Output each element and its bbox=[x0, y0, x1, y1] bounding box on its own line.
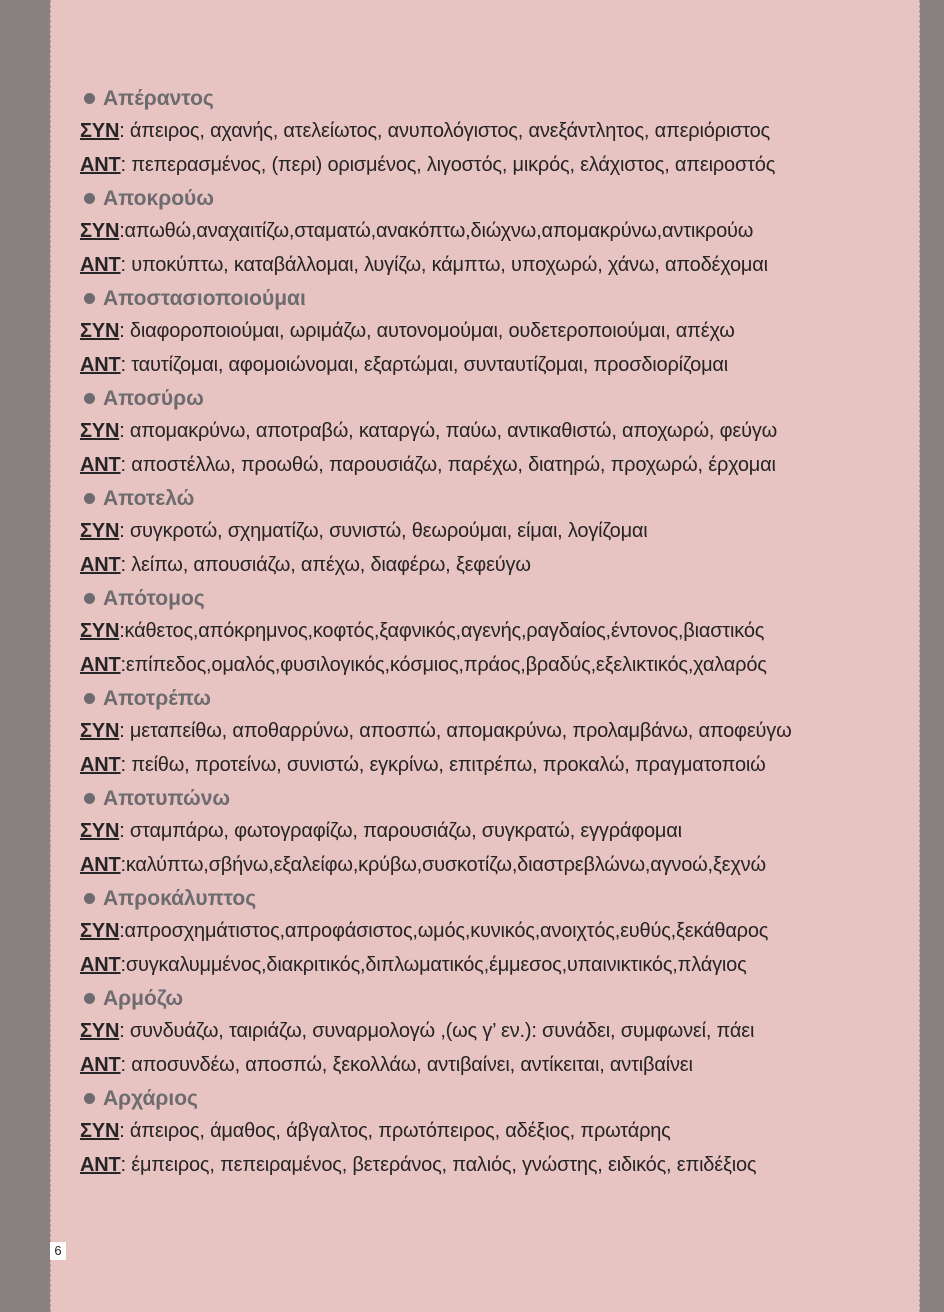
synonyms-line bbox=[80, 215, 900, 249]
entry bbox=[80, 782, 900, 882]
bullet-icon bbox=[84, 293, 95, 304]
ant-text: : αποσυνδέω, αποσπώ, ξεκολλάω, αντιβαίνει, αντίκειται, αντιβαίνει bbox=[120, 1053, 693, 1076]
headword bbox=[80, 782, 900, 815]
headword bbox=[80, 582, 900, 615]
headword bbox=[80, 382, 900, 415]
ant-label: ΑΝΤ bbox=[80, 353, 121, 376]
syn-text: : συγκροτώ, σχηματίζω, συνιστώ, θεωρούμαι, είμαι, λογίζομαι bbox=[119, 520, 648, 542]
syn-label: ΣΥΝ bbox=[80, 120, 120, 142]
synonyms-line bbox=[80, 615, 900, 649]
ant-label: ΑΝΤ bbox=[80, 753, 121, 776]
ant-text: : έμπειρος, πεπειραμένος, βετεράνος, παλιός, γνώστης, ειδικός, επιδέξιος bbox=[120, 1153, 757, 1176]
syn-text: : σταμπάρω, φωτογραφίζω, παρουσιάζω, συγκρατώ, εγγράφομαι bbox=[119, 820, 682, 842]
syn-label: ΣΥΝ bbox=[80, 620, 120, 642]
ant-label: ΑΝΤ bbox=[80, 1153, 121, 1176]
syn-text: : απομακρύνω, αποτραβώ, καταργώ, παύω, αντικαθιστώ, αποχωρώ, φεύγω bbox=[119, 420, 778, 442]
entry bbox=[80, 882, 900, 982]
syn-label: ΣΥΝ bbox=[80, 420, 120, 442]
ant-text: : υποκύπτω, καταβάλλομαι, λυγίζω, κάμπτω, υποχωρώ, χάνω, αποδέχομαι bbox=[120, 253, 768, 276]
synonyms-line bbox=[80, 915, 900, 949]
ant-label: ΑΝΤ bbox=[80, 953, 121, 976]
syn-text: : άπειρος, άμαθος, άβγαλτος, πρωτόπειρος, αδέξιος, πρωτάρης bbox=[119, 1120, 671, 1142]
ant-text: : λείπω, απουσιάζω, απέχω, διαφέρω, ξεφεύγω bbox=[120, 553, 531, 576]
headword-text: Αποτελώ bbox=[103, 487, 195, 510]
ant-text: :συγκαλυμμένος,διακριτικός,διπλωματικός,έμμεσος,υπαινικτικός,πλάγιος bbox=[120, 953, 747, 976]
headword-text: Αποστασιοποιούμαι bbox=[103, 287, 306, 310]
headword bbox=[80, 182, 900, 215]
ant-text: : πείθω, προτείνω, συνιστώ, εγκρίνω, επιτρέπω, προκαλώ, πραγματοποιώ bbox=[120, 753, 766, 776]
bullet-icon bbox=[84, 893, 95, 904]
bullet-icon bbox=[84, 993, 95, 1004]
ant-text: : πεπερασμένος, (περι) ορισμένος, λιγοστός, μικρός, ελάχιστος, απειροστός bbox=[120, 153, 776, 176]
entry bbox=[80, 1082, 900, 1182]
syn-text: :απροσχημάτιστος,απροφάσιστος,ωμός,κυνικός,ανοιχτός,ευθύς,ξεκάθαρος bbox=[119, 920, 769, 942]
antonyms-line bbox=[80, 1049, 900, 1083]
entry bbox=[80, 582, 900, 682]
entry bbox=[80, 982, 900, 1082]
ant-text: :επίπεδος,ομαλός,φυσιλογικός,κόσμιος,πράος,βραδύς,εξελικτικός,χαλαρός bbox=[120, 653, 767, 676]
entry bbox=[80, 182, 900, 282]
ant-label: ΑΝΤ bbox=[80, 253, 121, 276]
headword-text: Αποτρέπω bbox=[103, 687, 211, 710]
headword bbox=[80, 882, 900, 915]
antonyms-line bbox=[80, 349, 900, 383]
headword-text: Αποκρούω bbox=[103, 187, 214, 210]
antonyms-line bbox=[80, 249, 900, 283]
entry bbox=[80, 482, 900, 582]
headword bbox=[80, 82, 900, 115]
syn-label: ΣΥΝ bbox=[80, 520, 120, 542]
syn-text: : άπειρος, αχανής, ατελείωτος, ανυπολόγιστος, ανεξάντλητος, απεριόριστος bbox=[119, 120, 770, 142]
headword-text: Αποτυπώνω bbox=[103, 787, 231, 810]
synonyms-line bbox=[80, 115, 900, 149]
syn-text: :απωθώ,αναχαιτίζω,σταματώ,ανακόπτω,διώχνω,απομακρύνω,αντικρούω bbox=[119, 220, 754, 242]
synonyms-line bbox=[80, 515, 900, 549]
synonyms-line bbox=[80, 415, 900, 449]
ant-label: ΑΝΤ bbox=[80, 553, 121, 576]
antonyms-line bbox=[80, 949, 900, 983]
headword-text: Αρμόζω bbox=[103, 987, 184, 1010]
syn-label: ΣΥΝ bbox=[80, 1120, 120, 1142]
headword bbox=[80, 1082, 900, 1115]
bullet-icon bbox=[84, 493, 95, 504]
bullet-icon bbox=[84, 193, 95, 204]
syn-label: ΣΥΝ bbox=[80, 720, 120, 742]
bullet-icon bbox=[84, 793, 95, 804]
entry bbox=[80, 382, 900, 482]
syn-text: : διαφοροποιούμαι, ωριμάζω, αυτονομούμαι, ουδετεροποιούμαι, απέχω bbox=[119, 320, 735, 342]
bullet-icon bbox=[84, 693, 95, 704]
dictionary-content bbox=[80, 82, 900, 1182]
headword-text: Απότομος bbox=[103, 587, 205, 610]
syn-text: : συνδυάζω, ταιριάζω, συναρμολογώ ,(ως γ’ εν.): συνάδει, συμφωνεί, πάει bbox=[119, 1020, 755, 1042]
antonyms-line bbox=[80, 849, 900, 883]
synonyms-line bbox=[80, 1015, 900, 1049]
bullet-icon bbox=[84, 1093, 95, 1104]
page-number: 6 bbox=[50, 1242, 66, 1260]
entry bbox=[80, 682, 900, 782]
headword-text: Απέραντος bbox=[103, 87, 214, 110]
syn-label: ΣΥΝ bbox=[80, 1020, 120, 1042]
ant-label: ΑΝΤ bbox=[80, 653, 121, 676]
headword bbox=[80, 482, 900, 515]
ant-label: ΑΝΤ bbox=[80, 1053, 121, 1076]
synonyms-line bbox=[80, 715, 900, 749]
headword-text: Αρχάριος bbox=[103, 1087, 198, 1110]
syn-text: :κάθετος,απόκρημνος,κοφτός,ξαφνικός,αγενής,ραγδαίος,έντονος,βιαστικός bbox=[119, 620, 765, 642]
syn-label: ΣΥΝ bbox=[80, 220, 120, 242]
headword-text: Αποσύρω bbox=[103, 387, 204, 410]
entry bbox=[80, 282, 900, 382]
headword-text: Απροκάλυπτος bbox=[103, 887, 257, 910]
antonyms-line bbox=[80, 549, 900, 583]
bullet-icon bbox=[84, 93, 95, 104]
antonyms-line bbox=[80, 649, 900, 683]
antonyms-line bbox=[80, 149, 900, 183]
bullet-icon bbox=[84, 593, 95, 604]
synonyms-line bbox=[80, 315, 900, 349]
headword bbox=[80, 982, 900, 1015]
antonyms-line bbox=[80, 449, 900, 483]
ant-label: ΑΝΤ bbox=[80, 153, 121, 176]
syn-text: : μεταπείθω, αποθαρρύνω, αποσπώ, απομακρύνω, προλαμβάνω, αποφεύγω bbox=[119, 720, 792, 742]
entry bbox=[80, 82, 900, 182]
syn-label: ΣΥΝ bbox=[80, 920, 120, 942]
ant-text: :καλύπτω,σβήνω,εξαλείφω,κρύβω,συσκοτίζω,διαστρεβλώνω,αγνοώ,ξεχνώ bbox=[120, 853, 766, 876]
antonyms-line bbox=[80, 1149, 900, 1183]
ant-text: : αποστέλλω, προωθώ, παρουσιάζω, παρέχω, διατηρώ, προχωρώ, έρχομαι bbox=[120, 453, 776, 476]
synonyms-line bbox=[80, 1115, 900, 1149]
syn-label: ΣΥΝ bbox=[80, 820, 120, 842]
bullet-icon bbox=[84, 393, 95, 404]
antonyms-line bbox=[80, 749, 900, 783]
synonyms-line bbox=[80, 815, 900, 849]
syn-label: ΣΥΝ bbox=[80, 320, 120, 342]
headword bbox=[80, 282, 900, 315]
headword bbox=[80, 682, 900, 715]
ant-text: : ταυτίζομαι, αφομοιώνομαι, εξαρτώμαι, συνταυτίζομαι, προσδιορίζομαι bbox=[120, 353, 729, 376]
ant-label: ΑΝΤ bbox=[80, 853, 121, 876]
ant-label: ΑΝΤ bbox=[80, 453, 121, 476]
